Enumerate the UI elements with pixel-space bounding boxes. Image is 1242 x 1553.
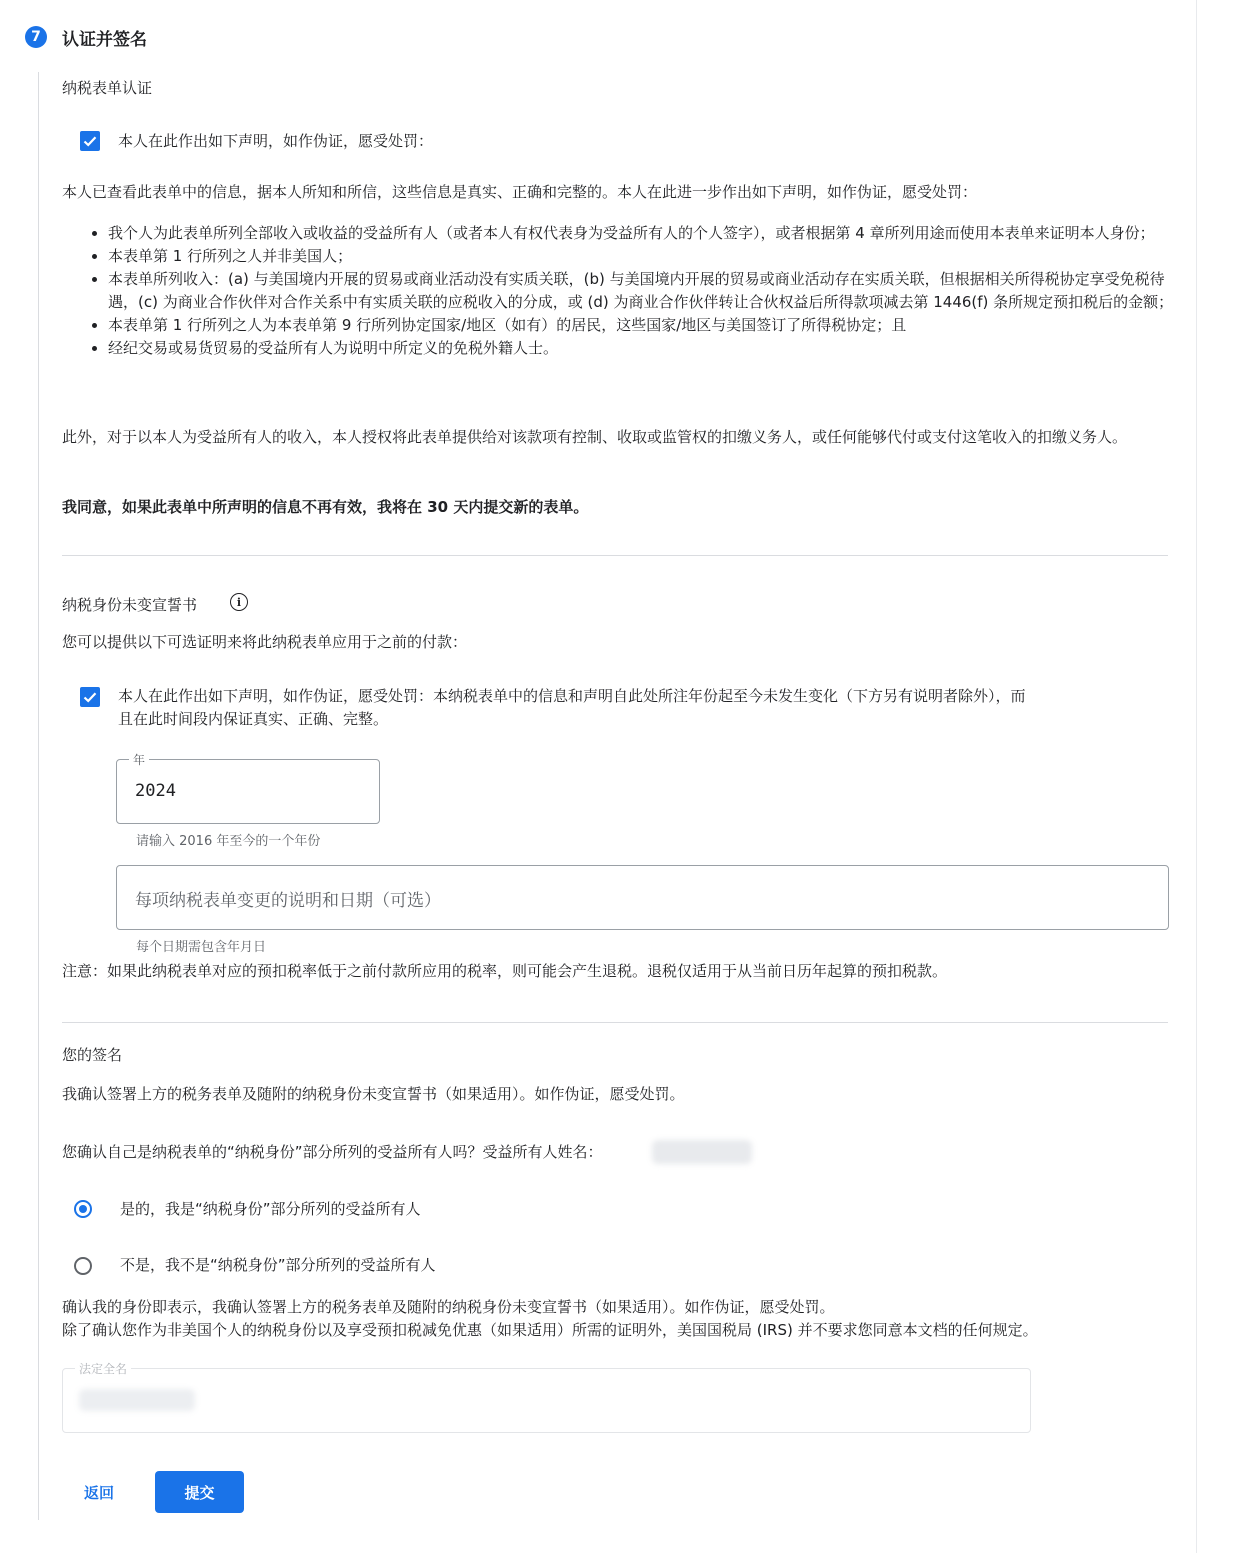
certification-bullet: • 本表单所列收入：(a) 与美国境内开展的贸易或商业活动没有实质关联，(b) 与美国境内开展的贸易或商业活动存在实质关联，但根据相关所得税协定享受免税待遇，(c) 为商业合作伙伴对合作关系中有实质关联的应税收入的分成，或 (d) 为商业合作伙伴转让合伙权益后所得款项减去第 1446(f) 条所规定预扣税后的金额； (108, 268, 1193, 314)
radio-yes-owner[interactable] (74, 1200, 92, 1218)
no-change-section-title: 纳税身份未变宣誓书 (62, 596, 198, 614)
changes-description-input[interactable] (116, 865, 1169, 930)
signature-section-title: 您的签名 (62, 1046, 123, 1064)
legal-name-label: 法定全名 (75, 1360, 131, 1377)
certification-agreement: 我同意，如果此表单中所声明的信息不再有效，我将在 30 天内提交新的表单。 (62, 498, 589, 516)
no-change-checkbox[interactable] (80, 687, 100, 707)
checkmark-icon (82, 689, 98, 705)
step-connector-line (38, 72, 39, 1520)
radio-not-owner-label: 不是，我不是“纳税身份”部分所列的受益所有人 (120, 1256, 436, 1274)
step-number-badge: 7 (25, 26, 47, 48)
year-input-hint: 请输入 2016 年至今的一个年份 (136, 834, 321, 849)
year-input-value: 2024 (135, 781, 176, 801)
certification-authorization: 此外，对于以本人为受益所有人的收入，本人授权将此表单提供给对该款项有控制、收取或监管权的扣缴义务人，或任何能够代付或支付这笔收入的扣缴义务人。 (62, 428, 1128, 446)
no-change-intro: 您可以提供以下可选证明来将此纳税表单应用于之前的付款： (62, 633, 468, 651)
beneficial-owner-name-redacted (652, 1140, 752, 1164)
certification-section-title: 纳税表单认证 (62, 79, 153, 97)
certification-checkbox-label: 本人在此作出如下声明，如作伪证，愿受处罚： (118, 132, 434, 150)
no-change-checkbox-label: 本人在此作出如下声明，如作伪证，愿受处罚：本纳税表单中的信息和声明自此处所注年份起至今未发生变化（下方另有说明者除外），而且在此时间段内保证真实、正确、完整。 (118, 687, 1026, 728)
page-right-border (1196, 0, 1197, 1553)
certification-bullet: • 经纪交易或易货贸易的受益所有人为说明中所定义的免税外籍人士。 (108, 337, 1193, 360)
beneficial-owner-question: 您确认自己是纳税表单的“纳税身份”部分所列的受益所有人吗？受益所有人姓名： (62, 1143, 603, 1161)
info-icon[interactable]: i (230, 593, 248, 611)
section-divider (62, 555, 1168, 556)
certification-bullet: • 我个人为此表单所列全部收入或收益的受益所有人（或者本人有权代表身为受益所有人的个人签字），或者根据第 4 章所列用途而使用本表单来证明本人身份； (108, 222, 1193, 245)
certification-bullet: • 本表单第 1 行所列之人为本表单第 9 行所列协定国家/地区（如有）的居民，这些国家/地区与美国签订了所得税协定；且 (108, 314, 1193, 337)
section-divider (62, 1022, 1168, 1023)
radio-not-owner[interactable] (74, 1257, 92, 1275)
legal-name-value-redacted (79, 1389, 195, 1411)
refund-note: 注意：如果此纳税表单对应的预扣税率低于之前付款所应用的税率，则可能会产生退税。退税仅适用于从当前日历年起算的预扣税款。 (62, 962, 948, 980)
radio-yes-owner-label: 是的，我是“纳税身份”部分所列的受益所有人 (120, 1200, 421, 1218)
signature-statement-2: 除了确认您作为非美国个人的纳税身份以及享受预扣税减免优惠（如果适用）所需的证明外，美国国税局 (IRS) 并不要求您同意本文档的任何规定。 (62, 1321, 1038, 1339)
checkmark-icon (82, 133, 98, 149)
signature-statement-1: 确认我的身份即表示，我确认签署上方的税务表单及随附的纳税身份未变宣誓书（如果适用）。如作伪证，愿受处罚。 (62, 1298, 835, 1316)
legal-name-input[interactable] (62, 1362, 1031, 1433)
year-input[interactable] (116, 753, 380, 824)
changes-description-hint: 每个日期需包含年月日 (136, 940, 267, 955)
step-title: 认证并签名 (62, 30, 147, 50)
year-input-label: 年 (129, 751, 149, 768)
certification-bullet-list (86, 222, 1193, 360)
certification-checkbox[interactable] (80, 131, 100, 151)
certification-bullet: • 本表单第 1 行所列之人并非美国人； (108, 245, 1193, 268)
back-button[interactable]: 返回 (83, 1483, 114, 1502)
signature-confirm-text: 我确认签署上方的税务表单及随附的纳税身份未变宣誓书（如果适用）。如作伪证，愿受处罚。 (62, 1085, 685, 1103)
changes-description-placeholder: 每项纳税表单变更的说明和日期（可选） (135, 891, 441, 911)
certification-intro: 本人已查看此表单中的信息，据本人所知和所信，这些信息是真实、正确和完整的。本人在此进一步作出如下声明，如作伪证，愿受处罚： (62, 183, 978, 201)
submit-button[interactable]: 提交 (155, 1471, 244, 1513)
